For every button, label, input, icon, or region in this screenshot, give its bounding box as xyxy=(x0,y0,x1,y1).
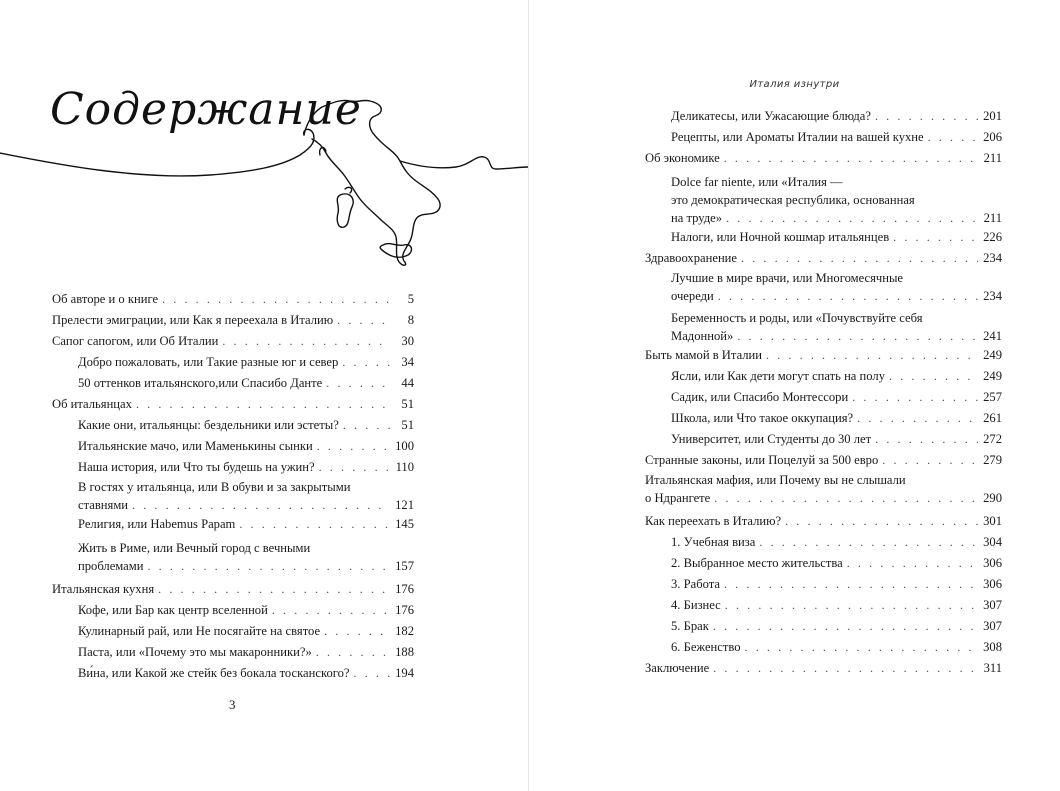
toc-entry-page: 30 xyxy=(401,334,414,348)
leader-dots xyxy=(724,148,978,169)
toc-entry[interactable] xyxy=(52,415,414,436)
toc-entry-page: 261 xyxy=(983,411,1002,425)
toc-entry-title: Наша история, или Что ты будешь на ужин? xyxy=(78,460,315,474)
leader-dots xyxy=(875,429,978,450)
toc-entry-title: Университет, или Студенты до 30 лет xyxy=(671,432,872,446)
toc-entry-title: Об итальянцах xyxy=(52,397,132,411)
toc-entry-title: Прелести эмиграции, или Как я переехала в Италию xyxy=(52,313,334,327)
toc-entry[interactable] xyxy=(52,457,414,478)
toc-entry-title: 2. Выбранное место жительства xyxy=(671,556,843,570)
toc-entry[interactable] xyxy=(52,514,414,535)
leader-dots xyxy=(745,637,978,658)
toc-entry-page: 8 xyxy=(407,313,414,327)
toc-entry-page: 249 xyxy=(983,369,1002,383)
toc-entry-title: Кулинарный рай, или Не посягайте на святое xyxy=(78,624,321,638)
toc-entry-title-line2: Мадонной» xyxy=(671,329,734,343)
toc-entry-title-line2: ставнями xyxy=(78,498,129,512)
leader-dots xyxy=(847,553,978,574)
toc-entry-page: 257 xyxy=(983,390,1002,404)
toc-entry-page: 307 xyxy=(983,598,1002,612)
toc-entry-page: 306 xyxy=(983,556,1002,570)
toc-entry-page: 206 xyxy=(983,130,1002,144)
toc-entry-title: Об экономике xyxy=(645,151,720,165)
italy-map-line-drawing xyxy=(0,95,528,280)
toc-entry[interactable] xyxy=(645,658,1002,679)
contents-title: Содержание xyxy=(50,84,362,135)
leader-dots xyxy=(316,642,390,663)
leader-dots xyxy=(158,579,390,600)
leader-dots xyxy=(324,621,390,642)
toc-entry[interactable] xyxy=(645,595,1002,616)
leader-dots xyxy=(726,209,978,227)
toc-entry-page: 110 xyxy=(395,460,414,474)
toc-entry-page: 157 xyxy=(395,559,414,573)
toc-entry-page: 307 xyxy=(983,619,1002,633)
toc-entry-title-line1: Итальянская мафия, или Почему вы не слышали xyxy=(645,473,906,487)
toc-entry-title: 4. Бизнес xyxy=(671,598,721,612)
leader-dots xyxy=(132,496,390,514)
leader-dots xyxy=(319,457,390,478)
toc-entry-title-line1: Беременность и роды, или «Почувствуйте себя xyxy=(671,311,923,325)
leader-dots xyxy=(337,310,390,331)
toc-entry[interactable] xyxy=(52,436,414,457)
toc-entry[interactable] xyxy=(645,106,1002,127)
toc-entry[interactable] xyxy=(52,642,414,663)
toc-entry-page: 34 xyxy=(401,355,414,369)
leader-dots xyxy=(882,450,978,471)
leader-dots xyxy=(343,415,390,436)
toc-entry-page: 182 xyxy=(395,624,414,638)
toc-entry-title: Какие они, итальянцы: бездельники или эстеты? xyxy=(78,418,339,432)
toc-entry[interactable] xyxy=(645,127,1002,148)
toc-entry-page: 304 xyxy=(983,535,1002,549)
toc-list-right xyxy=(645,106,1002,679)
toc-entry[interactable] xyxy=(52,373,414,394)
leader-dots xyxy=(714,489,978,507)
toc-entry[interactable] xyxy=(52,579,414,600)
leader-dots xyxy=(857,408,978,429)
toc-entry[interactable] xyxy=(645,345,1002,366)
toc-entry-title-line2: очереди xyxy=(671,289,714,303)
toc-entry-title: Быть мамой в Италии xyxy=(645,348,763,362)
leader-dots xyxy=(239,514,390,535)
toc-entry-title-line1: В гостях у итальянца, или В обуви и за закрытыми xyxy=(78,480,351,494)
toc-entry[interactable] xyxy=(645,173,1002,227)
toc-entry-title: Сапог сапогом, или Об Италии xyxy=(52,334,219,348)
toc-entry-page: 301 xyxy=(983,514,1002,528)
toc-entry[interactable] xyxy=(645,429,1002,450)
toc-entry-page: 290 xyxy=(983,491,1002,505)
leader-dots xyxy=(713,658,978,679)
leader-dots xyxy=(317,436,390,457)
leader-dots xyxy=(893,227,978,248)
leader-dots xyxy=(162,289,390,310)
toc-entry-title: Налоги, или Ночной кошмар итальянцев xyxy=(671,230,890,244)
toc-entry[interactable] xyxy=(52,289,414,310)
toc-entry-title-line2: это демократическая республика, основанная xyxy=(671,193,915,207)
toc-entry-page: 272 xyxy=(983,432,1002,446)
toc-entry-page: 308 xyxy=(983,640,1002,654)
toc-entry-page: 44 xyxy=(401,376,414,390)
toc-entry[interactable] xyxy=(645,450,1002,471)
leader-dots xyxy=(766,345,978,366)
toc-entry[interactable] xyxy=(645,553,1002,574)
toc-entry-title: Религия, или Habemus Papam xyxy=(78,517,236,531)
toc-entry-title-line3: на труде» xyxy=(671,211,723,225)
toc-entry-title-line2: о Ндрангете xyxy=(645,491,711,505)
toc-entry-page: 234 xyxy=(983,289,1002,303)
toc-entry[interactable] xyxy=(52,478,414,514)
toc-entry[interactable] xyxy=(52,600,414,621)
toc-entry-page: 188 xyxy=(395,645,414,659)
toc-entry[interactable] xyxy=(645,471,1002,507)
toc-entry[interactable] xyxy=(645,309,1002,345)
toc-entry[interactable] xyxy=(645,637,1002,658)
leader-dots xyxy=(354,663,391,684)
toc-entry-title: Школа, или Что такое оккупация? xyxy=(671,411,854,425)
toc-entry-page: 211 xyxy=(983,211,1002,225)
toc-entry-title: Деликатесы, или Ужасающие блюда? xyxy=(671,109,871,123)
toc-entry-page: 241 xyxy=(983,329,1002,343)
toc-entry[interactable] xyxy=(645,616,1002,637)
leader-dots xyxy=(852,387,978,408)
page-number: 3 xyxy=(229,697,236,712)
toc-entry-title-line1: Dolce far niente, или «Италия — xyxy=(671,175,843,189)
toc-entry[interactable] xyxy=(52,352,414,373)
leader-dots xyxy=(136,394,390,415)
toc-entry-title: 3. Работа xyxy=(671,577,720,591)
leader-dots xyxy=(759,532,978,553)
toc-entry-page: 51 xyxy=(401,397,414,411)
toc-entry-title-line2: проблемами xyxy=(78,559,144,573)
toc-entry-title: 6. Беженство xyxy=(671,640,741,654)
toc-entry-page: 279 xyxy=(983,453,1002,467)
toc-entry-page: 211 xyxy=(983,151,1002,165)
toc-entry[interactable] xyxy=(52,663,414,684)
toc-entry-page: 145 xyxy=(395,517,414,531)
toc-entry-page: 234 xyxy=(983,251,1002,265)
toc-entry-title: 1. Учебная виза xyxy=(671,535,756,549)
toc-entry[interactable] xyxy=(645,148,1002,169)
toc-entry-title: Садик, или Спасибо Монтессори xyxy=(671,390,849,404)
toc-entry-page: 51 xyxy=(401,418,414,432)
leader-dots xyxy=(928,127,978,148)
toc-list-left xyxy=(52,289,414,684)
leader-dots xyxy=(272,600,390,621)
toc-entry-title: Как переехать в Италию? xyxy=(645,514,782,528)
toc-entry-page: 311 xyxy=(983,661,1002,675)
toc-entry[interactable] xyxy=(645,387,1002,408)
toc-entry-page: 176 xyxy=(395,582,414,596)
toc-entry-title-line1: Лучшие в мире врачи, или Многомесячные xyxy=(671,271,904,285)
leader-dots xyxy=(737,327,978,345)
leader-dots xyxy=(875,106,978,127)
toc-entry-page: 226 xyxy=(983,230,1002,244)
leader-dots xyxy=(785,511,978,532)
toc-entry[interactable] xyxy=(52,331,414,352)
leader-dots xyxy=(889,366,978,387)
toc-entry-page: 5 xyxy=(407,292,414,306)
toc-entry[interactable] xyxy=(645,248,1002,269)
toc-entry-title-line1: Жить в Риме, или Вечный город с вечными xyxy=(78,541,311,555)
toc-entry[interactable] xyxy=(645,408,1002,429)
toc-entry-page: 121 xyxy=(395,498,414,512)
running-head: Италия изнутри xyxy=(749,79,840,90)
toc-entry[interactable] xyxy=(52,539,414,575)
toc-entry[interactable] xyxy=(645,227,1002,248)
toc-entry-page: 306 xyxy=(983,577,1002,591)
toc-entry-title: Ясли, или Как дети могут спать на полу xyxy=(671,369,886,383)
leader-dots xyxy=(725,595,978,616)
toc-entry-title: Итальянская кухня xyxy=(52,582,155,596)
toc-entry-page: 194 xyxy=(395,666,414,680)
toc-entry[interactable] xyxy=(52,621,414,642)
toc-entry-title: 5. Брак xyxy=(671,619,709,633)
toc-entry-title: 50 оттенков итальянского,или Спасибо Данте xyxy=(78,376,323,390)
toc-entry-title: Об авторе и о книге xyxy=(52,292,159,306)
leader-dots xyxy=(147,557,390,575)
toc-entry[interactable] xyxy=(645,366,1002,387)
toc-entry-title: Итальянские мачо, или Маменькины сынки xyxy=(78,439,313,453)
leader-dots xyxy=(718,287,978,305)
toc-entry-page: 249 xyxy=(983,348,1002,362)
toc-entry-title: Паста, или «Почему это мы макаронники?» xyxy=(78,645,312,659)
leader-dots xyxy=(724,574,978,595)
toc-entry-title: Рецепты, или Ароматы Италии на вашей кухне xyxy=(671,130,924,144)
toc-entry[interactable] xyxy=(645,574,1002,595)
toc-entry[interactable] xyxy=(52,310,414,331)
toc-entry-page: 100 xyxy=(395,439,414,453)
toc-entry-title: Странные законы, или Поцелуй за 500 евро xyxy=(645,453,879,467)
toc-entry[interactable] xyxy=(645,511,1002,532)
toc-entry-page: 176 xyxy=(395,603,414,617)
leader-dots xyxy=(326,373,390,394)
toc-entry-page: 201 xyxy=(983,109,1002,123)
toc-entry[interactable] xyxy=(645,269,1002,305)
leader-dots xyxy=(222,331,390,352)
toc-entry-title: Добро пожаловать, или Такие разные юг и север xyxy=(78,355,339,369)
toc-entry-title: Ви́на, или Какой же стейк без бокала тосканского? xyxy=(78,666,350,680)
leader-dots xyxy=(713,616,978,637)
leader-dots xyxy=(741,248,978,269)
toc-entry-title: Заключение xyxy=(645,661,710,675)
leader-dots xyxy=(342,352,390,373)
toc-entry[interactable] xyxy=(645,532,1002,553)
toc-entry-title: Здравоохранение xyxy=(645,251,738,265)
toc-entry[interactable] xyxy=(52,394,414,415)
toc-entry-title: Кофе, или Бар как центр вселенной xyxy=(78,603,268,617)
